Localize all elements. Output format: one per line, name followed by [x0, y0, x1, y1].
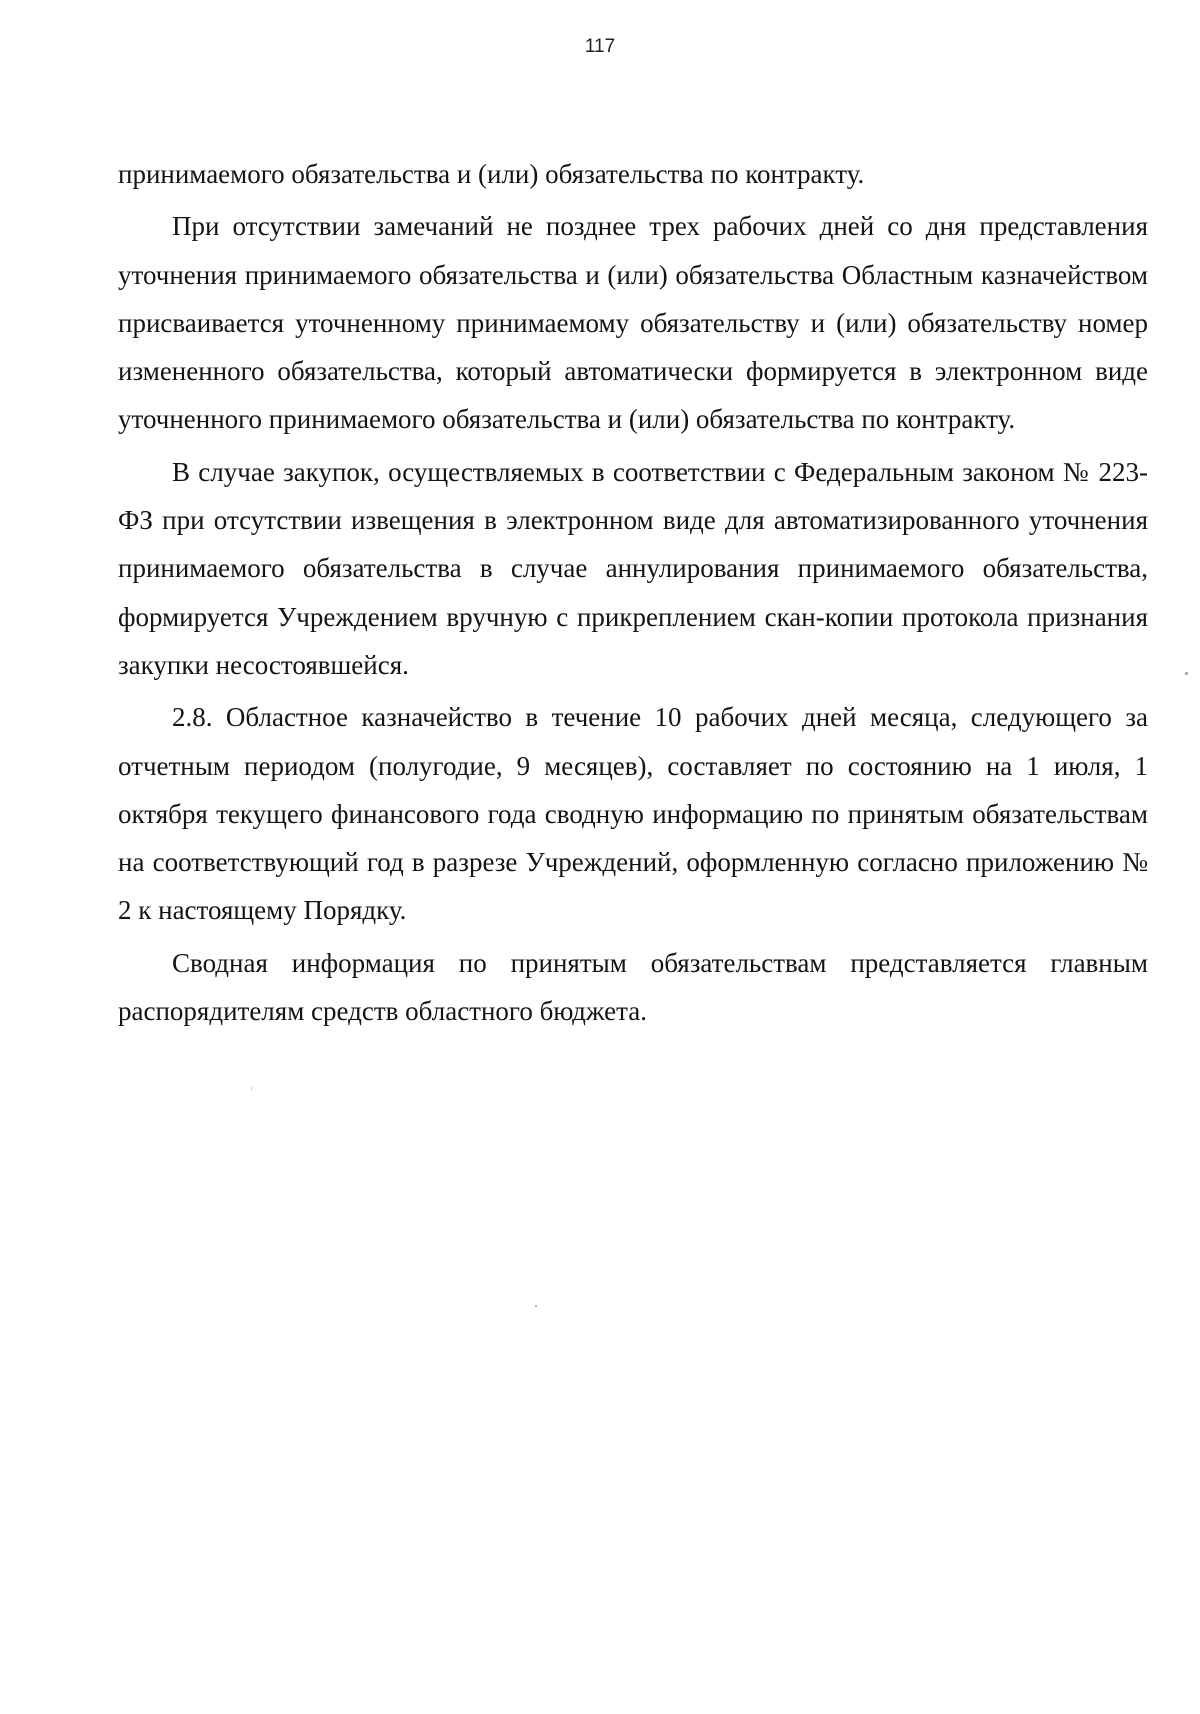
scan-speck — [251, 1086, 252, 1091]
paragraph-section-2-8: 2.8. Областное казначейство в течение 10 рабочих дней месяца, следующего за отчетным периодом (полугодие, 9 месяцев), составляет по состоянию на 1 июля, 1 октября текущего финансового года сводную информацию по принятым обязательствам на соответствующий год в разрезе Учреждений, оформленную согласно приложению № 2 к настоящему Порядку. — [118, 702, 1148, 926]
page-number: 117 — [584, 36, 616, 57]
scan-speck — [535, 1305, 537, 1307]
document-body — [118, 150, 1148, 1039]
scan-speck — [1185, 672, 1188, 675]
paragraph-continuation: принимаемого обязательства и (или) обязательства по контракту. — [118, 159, 865, 189]
paragraph-summary-info: Сводная информация по принятым обязательствам представляется главным распорядителям средств областного бюджета. — [118, 947, 1148, 1027]
paragraph-procurement-223fz: В случае закупок, осуществляемых в соответствии с Федеральным законом № 223-ФЗ при отсутствии извещения в электронном виде для автоматизированного уточнения принимаемого обязательства в случае аннулирования принимаемого обязательства, формируется Учреждением вручную с прикреплением скан-копии протокола признания закупки несостоявшейся. — [118, 456, 1148, 680]
paragraph-no-remarks: При отсутствии замечаний не позднее трех рабочих дней со дня представления уточнения принимаемого обязательства и (или) обязательства Областным казначейством присваивается уточненному принимаемому обязательству и (или) обязательству номер измененного обязательства, который автоматически формируется в электронном виде уточненного принимаемого обязательства и (или) обязательства по контракту. — [118, 211, 1148, 435]
